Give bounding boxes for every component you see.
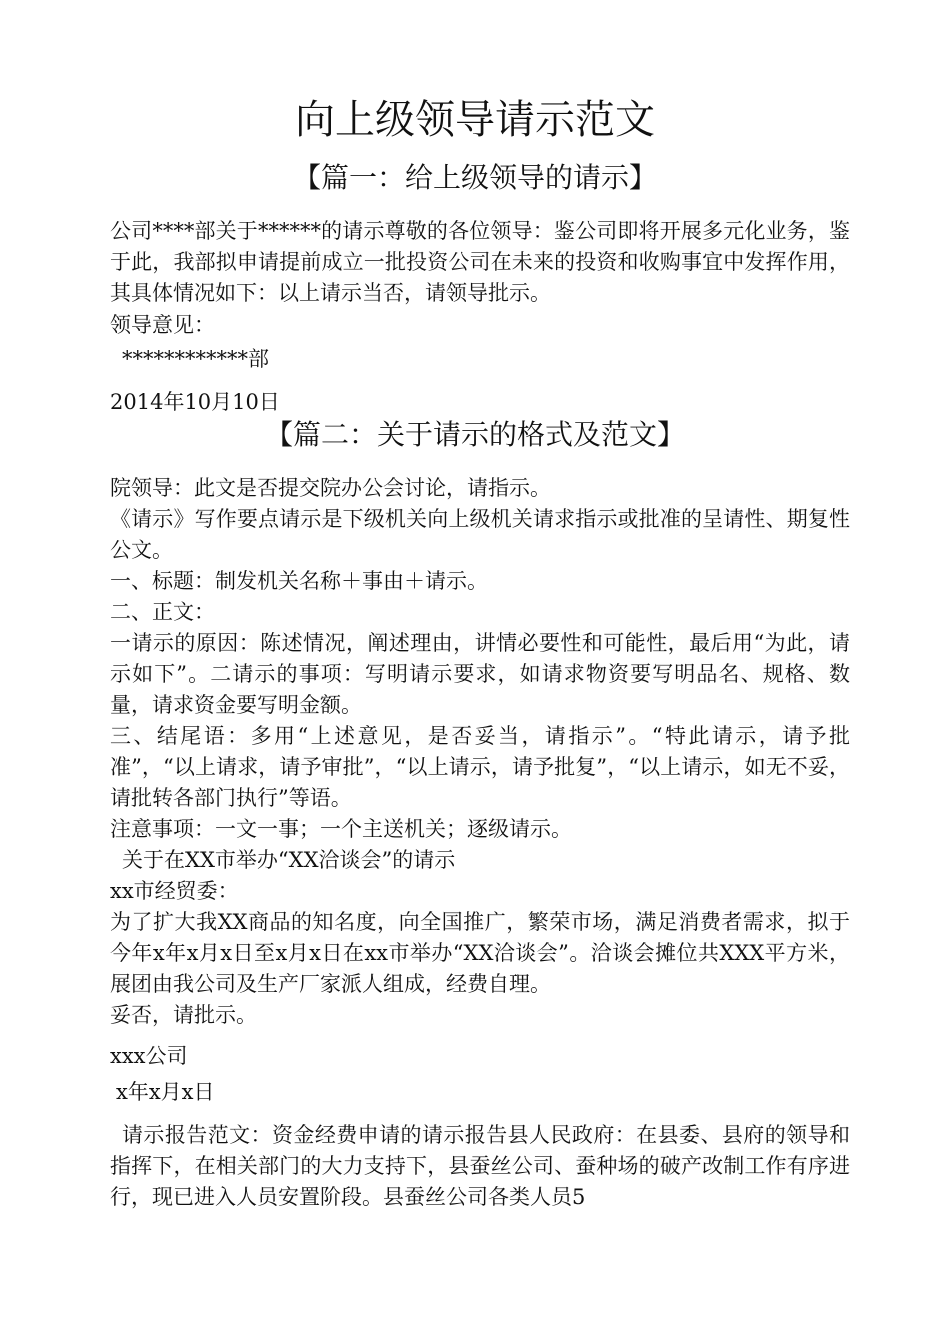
paragraph-title-rule: 一、标题：制发机关名称＋事由＋请示。 (110, 569, 488, 593)
date-line-1: 2014年10月10日 (110, 390, 280, 414)
paragraph-body-label: 二、正文： (110, 600, 215, 624)
paragraph-request-1: 公司****部关于******的请示尊敬的各位领导：鉴公司即将开展多元化业务，鉴于此，我部拟申请提前成立一批投资公司在未来的投资和收购事宜中发挥作用，其具体情况如下：以上请示当否，请领导批示。 (110, 219, 850, 305)
sample-company-signature: xxx公司 (110, 1044, 188, 1068)
section-heading-1: 【篇一：给上级领导的请示】 (292, 161, 657, 194)
sample-request-title: 关于在XX市举办“XX洽谈会”的请示 (122, 848, 456, 872)
paragraph-leader-instruction: 院领导：此文是否提交院办公会讨论，请指示。 (110, 476, 551, 500)
document-title: 向上级领导请示范文 (295, 97, 655, 143)
department-signature: ************部 (122, 347, 269, 371)
sample-recipient: xx市经贸委： (110, 879, 239, 903)
paragraph-notes: 注意事项：一文一事；一个主送机关；逐级请示。 (110, 817, 572, 841)
sample-request-body: 为了扩大我XX商品的知名度，向全国推广，繁荣市场，满足消费者需求，拟于今年x年x月x日至x月x日在xx市举办“XX洽谈会”。洽谈会摊位共XXX平方米，展团由我公司及生产厂家派人组成，经费自理。 (110, 910, 850, 996)
paragraph-body-rules: 一请示的原因：陈述情况，阐述理由，讲情必要性和可能性，最后用“为此，请示如下”。二请示的事项：写明请示要求，如请求物资要写明品名、规格、数量，请求资金要写明金额。 (110, 631, 850, 717)
paragraph-funding-request: 请示报告范文：资金经费申请的请示报告县人民政府：在县委、县府的领导和指挥下，在相关部门的大力支持下，县蚕丝公司、蚕种场的破产改制工作有序进行，现已进入人员安置阶段。县蚕丝公司各类人员5 (110, 1123, 850, 1209)
leader-opinion-label: 领导意见： (110, 313, 215, 337)
paragraph-closing-phrases: 三、结尾语：多用“上述意见，是否妥当，请指示”。“特此请示，请予批准”，“以上请求，请予审批”，“以上请示，请予批复”，“以上请示，如无不妥，请批转各部门执行”等语。 (110, 724, 850, 810)
section-heading-2: 【篇二：关于请示的格式及范文】 (264, 418, 685, 451)
sample-request-closing: 妥否，请批示。 (110, 1003, 257, 1027)
sample-date: x年x月x日 (116, 1080, 215, 1104)
paragraph-writing-points: 《请示》写作要点请示是下级机关向上级机关请求指示或批准的呈请性、期复性公文。 (110, 507, 850, 562)
